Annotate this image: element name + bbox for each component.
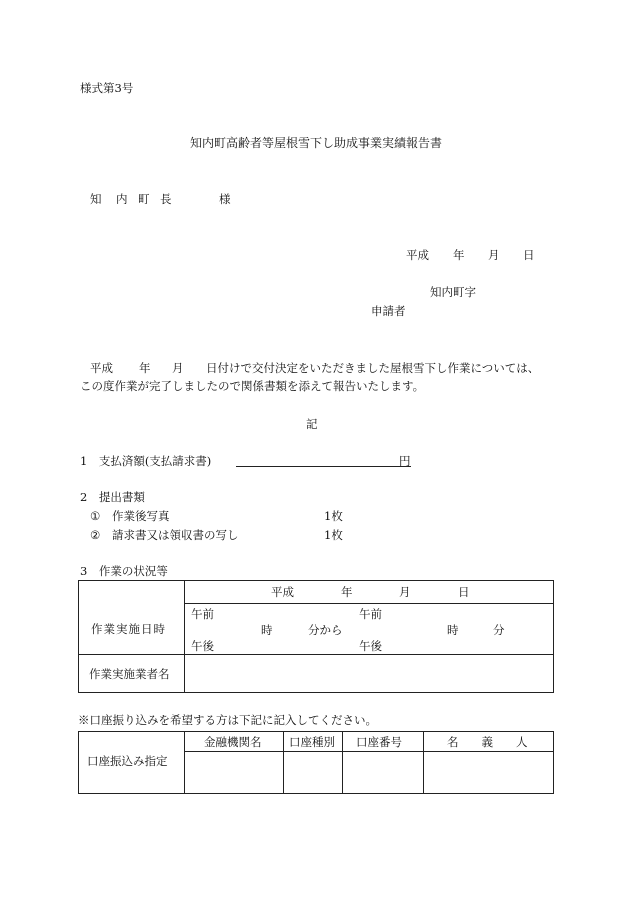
item1-label: 1 支払済額(支払請求書) <box>80 454 212 468</box>
doc-mark: ② <box>90 528 101 542</box>
doc-count: 1枚 <box>324 528 343 542</box>
worker-label: 作業実施業者名 <box>89 667 170 681</box>
addressee-char: 知 <box>90 192 102 206</box>
work-date-year: 年 <box>341 585 353 599</box>
bank-header-institution: 金融機関名 <box>204 735 262 749</box>
bank-header-number: 口座番号 <box>356 735 402 749</box>
addressee-char: 内 <box>116 192 128 206</box>
start-pm: 午後 <box>191 639 214 653</box>
bank-header-type: 口座種別 <box>289 735 335 749</box>
doc-name: 請求書又は領収書の写し <box>112 528 239 542</box>
ki-heading: 記 <box>306 417 318 431</box>
date-month: 月 <box>488 248 500 262</box>
bank-label: 口座振込み指定 <box>87 754 168 768</box>
body-line1-rest: 日付けで交付決定をいただきました屋根雪下し作業については、 <box>206 361 540 375</box>
work-status-table <box>78 580 554 693</box>
work-date-month: 月 <box>399 585 411 599</box>
work-datetime-label: 作業実施日時 <box>91 622 166 636</box>
work-date-era: 平成 <box>271 585 294 599</box>
worker-name-field[interactable] <box>185 655 553 692</box>
item3-label: 3 作業の状況等 <box>80 564 168 578</box>
work-date-day: 日 <box>458 585 470 599</box>
start-minute: 分から <box>308 623 343 637</box>
item2-label: 2 提出書類 <box>80 490 145 504</box>
addressee-char: 町 <box>138 192 150 206</box>
end-am: 午前 <box>359 607 382 621</box>
bank-header-holder: 名 義 人 <box>447 735 528 749</box>
doc-mark: ① <box>90 509 101 523</box>
bank-table <box>78 731 554 794</box>
item1-unit: 円 <box>399 454 411 468</box>
bank-note: ※口座振り込みを希望する方は下記に記入してください。 <box>78 713 377 727</box>
body-era: 平成 <box>90 361 113 375</box>
date-era: 平成 <box>406 248 429 262</box>
end-hour: 時 <box>447 623 459 637</box>
bank-institution-field[interactable] <box>185 752 283 793</box>
end-minute: 分 <box>493 623 505 637</box>
applicant-name-label: 申請者 <box>371 304 406 318</box>
end-pm: 午後 <box>359 639 382 653</box>
addressee-honorific: 様 <box>219 192 231 206</box>
start-am: 午前 <box>191 607 214 621</box>
form-number: 様式第3号 <box>80 81 134 95</box>
body-line2: この度作業が完了しましたので関係書類を添えて報告いたします。 <box>80 379 425 393</box>
body-month: 月 <box>172 361 184 375</box>
start-hour: 時 <box>261 623 273 637</box>
doc-count: 1枚 <box>324 509 343 523</box>
body-year: 年 <box>139 361 151 375</box>
applicant-address-label: 知内町字 <box>430 285 476 299</box>
bank-holder-field[interactable] <box>424 752 553 793</box>
amount-underline[interactable] <box>236 466 411 467</box>
document-title: 知内町高齢者等屋根雪下し助成事業実績報告書 <box>190 136 443 150</box>
date-day: 日 <box>523 248 535 262</box>
bank-type-field[interactable] <box>284 752 342 793</box>
doc-name: 作業後写真 <box>112 509 170 523</box>
bank-number-field[interactable] <box>343 752 423 793</box>
date-year: 年 <box>453 248 465 262</box>
addressee-char: 長 <box>160 192 172 206</box>
